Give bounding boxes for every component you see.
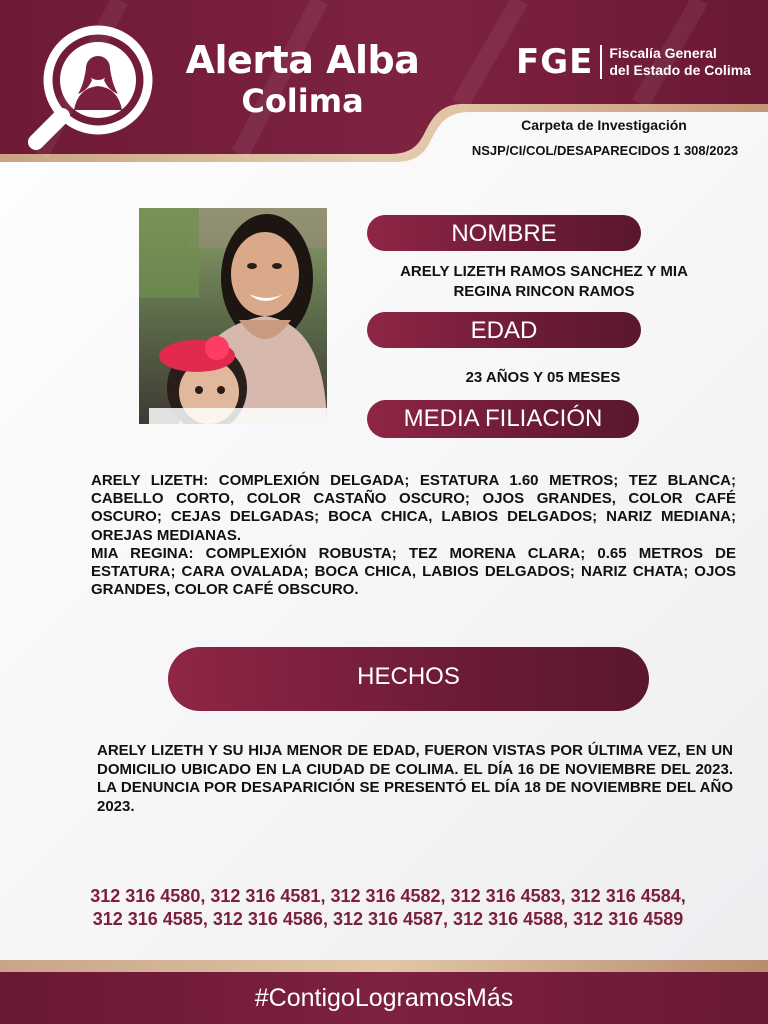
header <box>0 0 768 162</box>
agency-name <box>609 45 751 79</box>
campaign-title <box>170 38 435 120</box>
hechos-description: ARELY LIZETH Y SU HIJA MENOR DE EDAD, FUERON VISTAS POR ÚLTIMA VEZ, EN UN DOMICILIO UBICADO EN LA CIUDAD DE COLIMA. EL DÍA 16 DE NOVIEMBRE DEL 2023. LA DENUNCIA POR DESAPARICIÓN SE PRESENTÓ EL DÍA 18 DE NOVIEMBRE DEL AÑO 2023. <box>97 742 733 815</box>
media-filiacion-description <box>91 472 736 599</box>
missing-persons-photo <box>139 208 327 424</box>
edad-value: 23 AÑOS Y 05 MESES <box>465 369 621 386</box>
agency-abbr: FGE <box>516 42 594 82</box>
description-arely: ARELY LIZETH: COMPLEXIÓN DELGADA; ESTATURA 1.60 METROS; TEZ BLANCA; CABELLO CORTO, COLOR CASTAÑO OSCURO; OJOS GRANDES, COLOR CAFÉ OSCURO; CEJAS DELGADAS; BOCA CHICA, LABIOS DELGADOS; NARIZ MEDIANA; OREJAS MEDIANAS. <box>91 472 736 544</box>
footer-hashtag: #ContigoLogramosMás <box>0 972 768 1024</box>
agency-name-line2: del Estado de Colima <box>609 62 751 78</box>
agency-divider <box>600 45 602 79</box>
person-magnifier-icon <box>22 18 158 154</box>
photo-illustration <box>139 208 327 424</box>
description-mia: MIA REGINA: COMPLEXIÓN ROBUSTA; TEZ MORENA CLARA; 0.65 METROS DE ESTATURA; CARA OVALADA; BOCA CHICA, LABIOS DELGADOS; NARIZ CHATA; OJOS GRANDES, COLOR CAFÉ OBSCURO. <box>91 544 736 599</box>
nombre-value: ARELY LIZETH RAMOS SANCHEZ Y MIA REGINA RINCON RAMOS <box>400 263 688 300</box>
nombre-label: NOMBRE <box>367 215 641 251</box>
agency-logo <box>516 42 751 82</box>
media-filiacion-label: MEDIA FILIACIÓN <box>367 400 639 438</box>
campaign-title-line2: Colima <box>241 82 364 120</box>
campaign-title-line1: Alerta Alba <box>185 38 420 82</box>
contact-phones: 312 316 4580, 312 316 4581, 312 316 4582, 312 316 4583, 312 316 4584, 312 316 4585, 312 316 4586, 312 316 4587, 312 316 4588, 312 316 4589 <box>90 886 686 929</box>
case-file <box>430 116 768 160</box>
case-file-number: NSJP/CI/COL/DESAPARECIDOS 1 308/2023 <box>471 143 739 158</box>
agency-name-line1: Fiscalía General <box>609 45 717 61</box>
footer-gold-band <box>0 960 768 972</box>
edad-label: EDAD <box>367 312 641 348</box>
case-file-label: Carpeta de Investigación <box>521 117 687 133</box>
hechos-label: HECHOS <box>168 647 649 711</box>
